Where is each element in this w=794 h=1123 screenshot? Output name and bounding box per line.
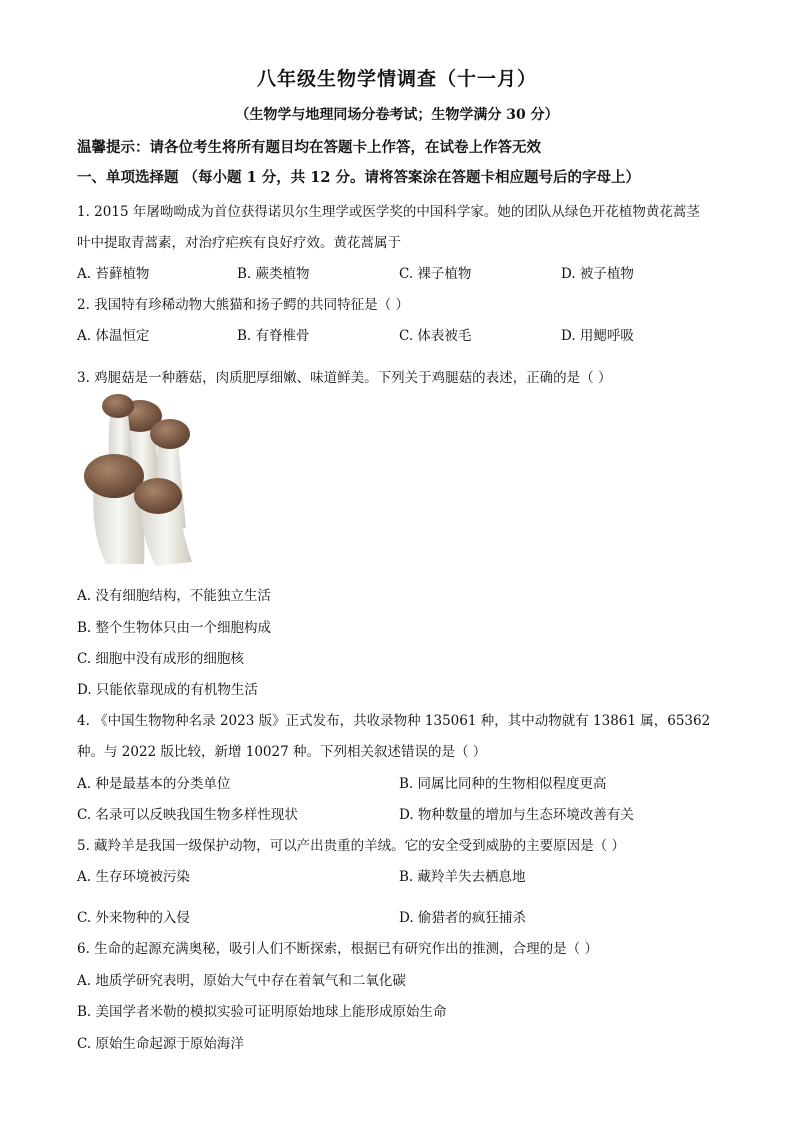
q2-option-b: B. 有脊椎骨 — [237, 328, 310, 344]
q4-option-a: A. 种是最基本的分类单位 — [77, 776, 231, 792]
question-6-line-1: 6. 生命的起源充满奥秘，吸引人们不断探索，根据已有研究作出的推测，合理的是（ ） — [77, 941, 598, 957]
q5-option-b: B. 藏羚羊失去栖息地 — [399, 869, 526, 885]
q5-option-d: D. 偷猎者的疯狂捕杀 — [399, 910, 526, 926]
q1-option-d: D. 被子植物 — [561, 266, 634, 282]
q1-option-a: A. 苔藓植物 — [77, 266, 150, 282]
page-title: 八年级生物学情调查（十一月） — [256, 68, 537, 90]
q3-option-d: D. 只能依靠现成的有机物生活 — [77, 682, 258, 698]
question-5-line-1: 5. 藏羚羊是我国一级保护动物，可以产出贵重的羊绒。它的安全受到威胁的主要原因是（ ） — [77, 838, 625, 854]
king-oyster-mushroom-image — [74, 392, 202, 570]
q3-option-b: B. 整个生物体只由一个细胞构成 — [77, 620, 272, 636]
question-2-line-1: 2. 我国特有珍稀动物大熊猫和扬子鳄的共同特征是（ ） — [77, 297, 409, 313]
question-1-line-1: 1. 2015 年屠呦呦成为首位获得诺贝尔生理学或医学奖的中国科学家。她的团队从绿色开花植物黄花蒿茎 — [77, 204, 700, 220]
question-3-line-1: 3. 鸡腿菇是一种蘑菇，肉质肥厚细嫩、味道鲜美。下列关于鸡腿菇的表述，正确的是（ ） — [77, 370, 612, 386]
page-subtitle: （生物学与地理同场分卷考试；生物学满分 30 分） — [235, 107, 559, 123]
q3-option-a: A. 没有细胞结构，不能独立生活 — [77, 588, 271, 604]
q6-option-a: A. 地质学研究表明，原始大气中存在着氧气和二氧化碳 — [77, 973, 406, 989]
q6-option-b: B. 美国学者米勒的模拟实验可证明原始地球上能形成原始生命 — [77, 1004, 447, 1020]
q1-option-c: C. 裸子植物 — [399, 266, 472, 282]
question-4-line-2: 种。与 2022 版比较，新增 10027 种。下列相关叙述错误的是（ ） — [77, 744, 487, 760]
question-1-line-2: 叶中提取青蒿素，对治疗疟疾有良好疗效。黄花蒿属于 — [77, 235, 401, 251]
q2-option-d: D. 用鳃呼吸 — [561, 328, 634, 344]
q6-option-c: C. 原始生命起源于原始海洋 — [77, 1036, 244, 1052]
q3-option-c: C. 细胞中没有成形的细胞核 — [77, 651, 244, 667]
q4-option-b: B. 同属比同种的生物相似程度更高 — [399, 776, 607, 792]
q5-option-c: C. 外来物种的入侵 — [77, 910, 190, 926]
question-4-line-1: 4. 《中国生物物种名录 2023 版》正式发布，共收录物种 135061 种，其中动物就有 13861 属，65362 — [77, 713, 711, 729]
q2-option-a: A. 体温恒定 — [77, 328, 150, 344]
q1-option-b: B. 蕨类植物 — [237, 266, 310, 282]
q4-option-c: C. 名录可以反映我国生物多样性现状 — [77, 807, 298, 823]
q2-option-c: C. 体表被毛 — [399, 328, 472, 344]
section-heading: 一、单项选择题 （每小题 1 分，共 12 分。请将答案涂在答题卡相应题号后的字母上） — [77, 169, 641, 186]
q4-option-d: D. 物种数量的增加与生态环境改善有关 — [399, 807, 634, 823]
q5-option-a: A. 生存环境被污染 — [77, 869, 190, 885]
notice-text: 温馨提示：请各位考生将所有题目均在答题卡上作答，在试卷上作答无效 — [77, 139, 541, 156]
